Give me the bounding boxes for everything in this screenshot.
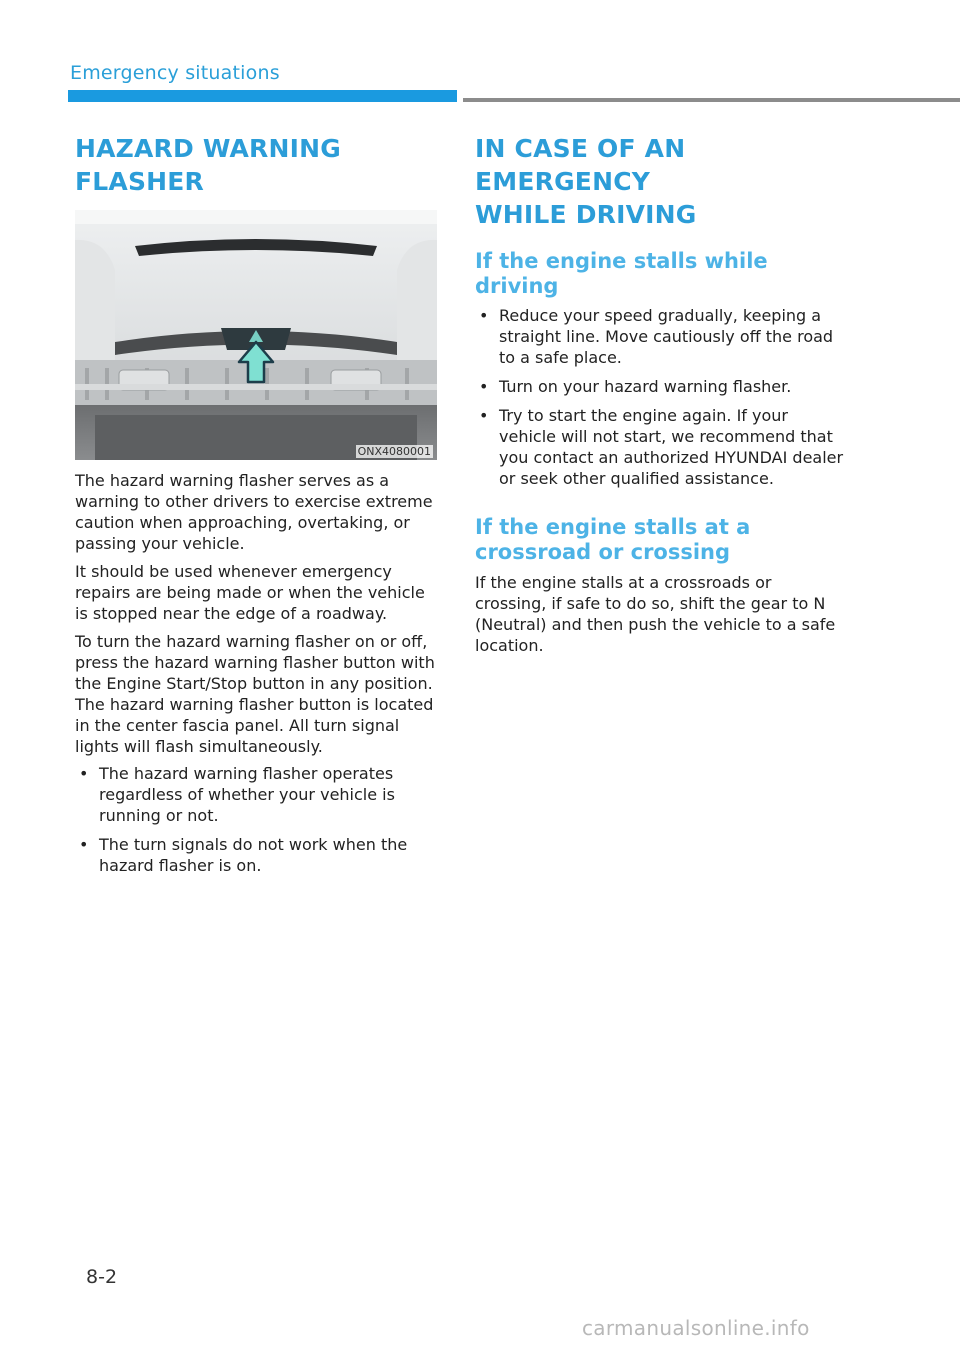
page-number: 8-2	[86, 1266, 118, 1288]
hazard-title-line1: HAZARD WARNING	[75, 134, 341, 163]
right-column	[475, 132, 845, 656]
bullet-icon: •	[479, 406, 489, 425]
header-divider-line	[463, 98, 960, 102]
hazard-paragraph-3: To turn the hazard warning flasher on or off, press the hazard warning flasher button with the Engine Start/Stop button in any position. The hazard warning flasher button is located in the center fascia panel. All turn signal lights will flash simultaneously.	[75, 632, 435, 756]
list-item: • Try to start the engine again. If your vehicle will not start, we recommend that you contact an authorized HYUNDAI dealer or seek other qualified assistance.	[479, 406, 844, 488]
bullet-icon: •	[79, 764, 89, 783]
header-accent-bar	[68, 90, 457, 102]
hazard-title-line2: FLASHER	[75, 167, 205, 196]
hazard-bullet-list	[75, 763, 440, 876]
list-item: • Reduce your speed gradually, keeping a straight line. Move cautiously off the road to a safe place.	[479, 306, 834, 367]
dashboard-illustration	[75, 210, 437, 460]
hazard-button-illustration	[75, 210, 437, 460]
list-item: • The turn signals do not work when the hazard flasher is on.	[79, 835, 408, 875]
list-item: • Turn on your hazard warning flasher.	[479, 377, 792, 396]
bullet-icon: •	[79, 835, 89, 854]
subheading-stalls-crossroad: If the engine stalls at a crossroad or crossing	[475, 515, 751, 564]
bullet-icon: •	[479, 377, 489, 396]
hazard-paragraph-2: It should be used whenever emergency repairs are being made or when the vehicle is stopped near the edge of a roadway.	[75, 562, 425, 623]
watermark: carmanualsonline.info	[582, 1316, 810, 1340]
figure-code: ONX4080001	[357, 445, 431, 458]
bullet-icon: •	[479, 306, 489, 325]
stall-bullet-list	[475, 305, 845, 489]
list-item: • The hazard warning flasher operates regardless of whether your vehicle is running or not.	[79, 764, 395, 825]
emergency-title	[475, 132, 845, 231]
section-label: Emergency situations	[70, 62, 280, 84]
emergency-title-line1: IN CASE OF AN EMERGENCY	[475, 134, 686, 196]
left-column	[75, 132, 440, 884]
hazard-paragraph-1: The hazard warning flasher serves as a warning to other drivers to exercise extreme caution when approaching, overtaking, or passing your vehicle.	[75, 471, 433, 553]
emergency-title-line2: WHILE DRIVING	[475, 200, 697, 229]
hazard-title	[75, 132, 440, 198]
subheading-stalls-driving: If the engine stalls while driving	[475, 249, 768, 298]
crossroad-paragraph: If the engine stalls at a crossroads or crossing, if safe to do so, shift the gear to N (Neutral) and then push the vehicle to a safe location.	[475, 573, 836, 655]
